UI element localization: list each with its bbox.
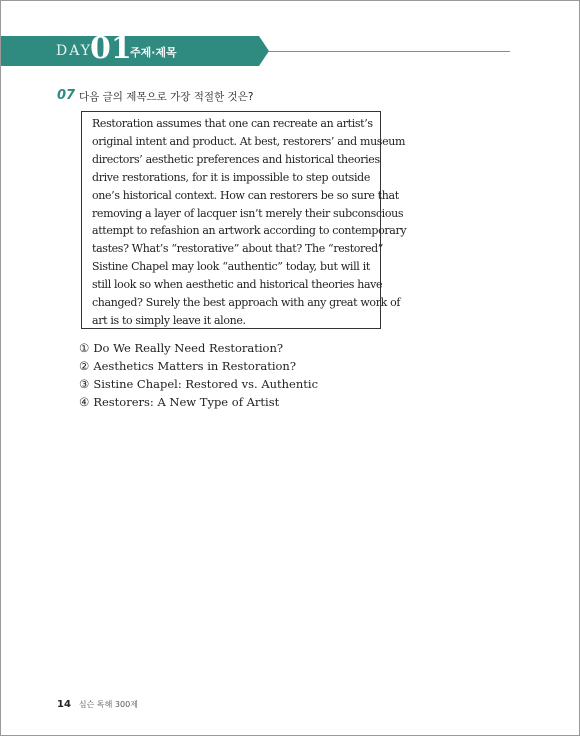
day-number: 01 — [90, 31, 132, 66]
passage-line: one’s historical context. How can restorers be so sure that — [92, 188, 399, 202]
option-marker: ③ — [79, 377, 90, 391]
passage-line: Sistine Chapel may look “authentic” today, but will it — [92, 260, 370, 274]
answer-option-3[interactable] — [79, 375, 318, 393]
page-number: 14 — [57, 699, 71, 710]
answer-option-2[interactable] — [79, 357, 318, 375]
question-number: 07 — [57, 88, 76, 103]
topic-label: 주제·제목 — [130, 46, 177, 59]
option-marker: ④ — [79, 395, 90, 409]
option-text: Sistine Chapel: Restored vs. Authentic — [93, 377, 319, 391]
answer-options — [79, 339, 318, 411]
option-marker: ① — [79, 341, 90, 355]
passage-line: changed? Surely the best approach with any great work of — [92, 296, 401, 310]
passage-line: removing a layer of lacquer isn’t merely their subconscious — [92, 206, 404, 220]
question-prompt: 다음 글의 제목으로 가장 적절한 것은? — [79, 91, 254, 103]
page-footer — [57, 699, 138, 710]
passage-line: tastes? What’s “restorative” about that? The “restored” — [92, 242, 384, 256]
passage-box — [81, 111, 407, 329]
passage-line: art is to simply leave it alone. — [92, 313, 246, 327]
passage-line: Restoration assumes that one can recreate an artist’s — [92, 117, 373, 130]
passage-line: attempt to refashion an artwork according to contemporary — [92, 224, 407, 238]
answer-option-4[interactable] — [79, 393, 318, 411]
option-text: Aesthetics Matters in Restoration? — [93, 359, 296, 373]
passage-line: drive restorations, for it is impossible to step outside — [92, 170, 370, 184]
passage-line: still look so when aesthetic and historical theories have — [92, 278, 383, 292]
passage-line: original intent and product. At best, restorers’ and museum — [92, 134, 406, 148]
option-marker: ② — [79, 359, 90, 373]
answer-option-1[interactable] — [79, 339, 318, 357]
option-text: Do We Really Need Restoration? — [93, 341, 284, 355]
book-title: 심슨 독해 300제 — [78, 700, 138, 709]
header-rule — [268, 51, 510, 52]
option-text: Restorers: A New Type of Artist — [93, 395, 280, 409]
passage-line: directors’ aesthetic preferences and historical theories — [92, 152, 380, 166]
day-label: DAY — [56, 43, 93, 59]
